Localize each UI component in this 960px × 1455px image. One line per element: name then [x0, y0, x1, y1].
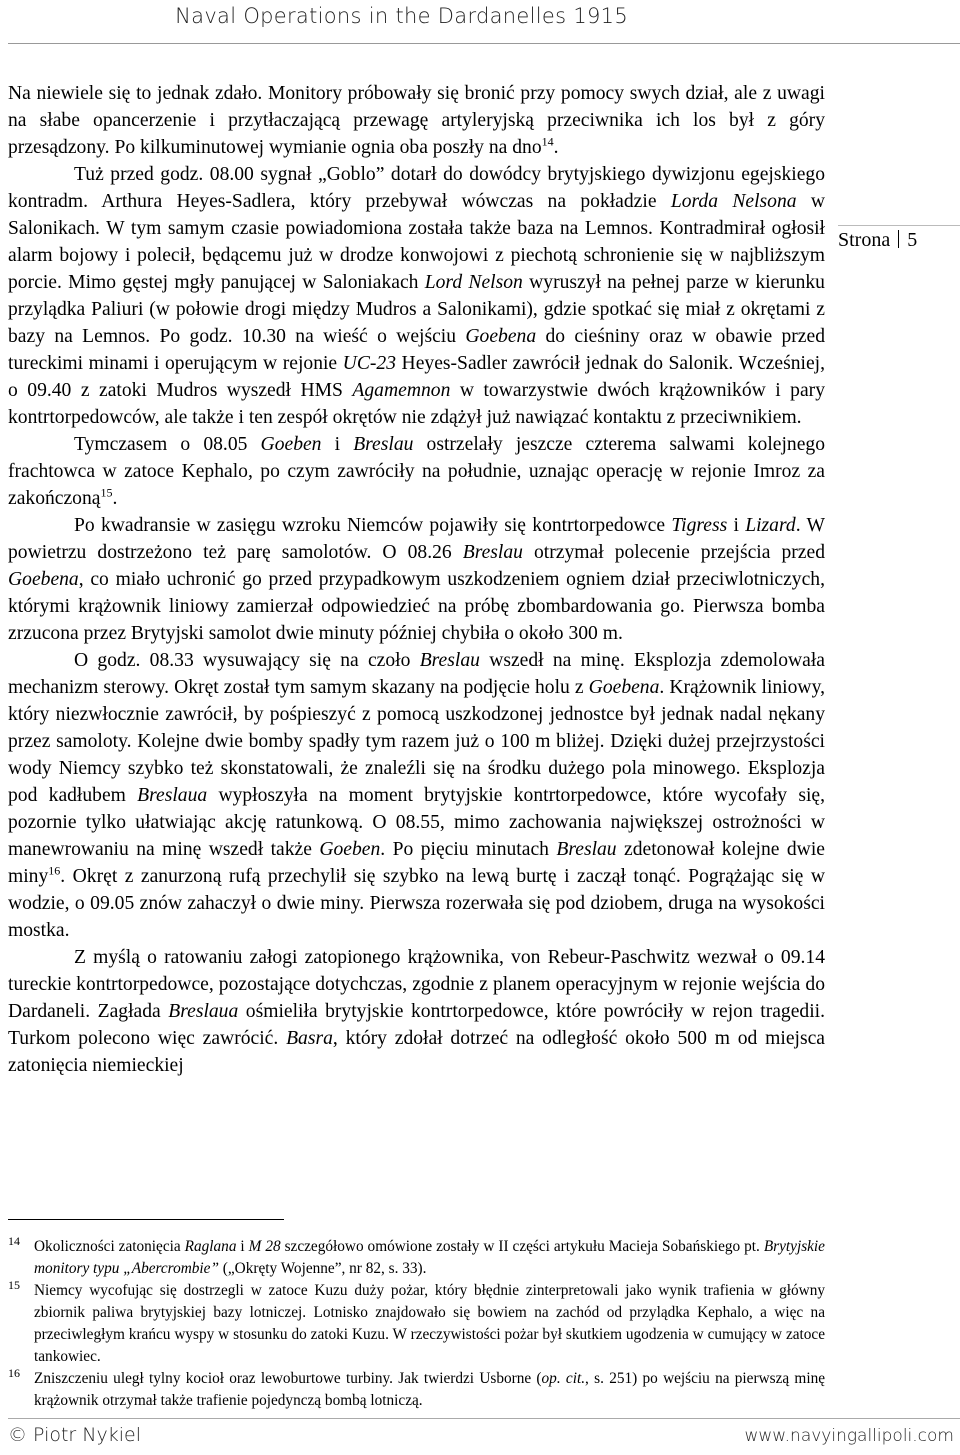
text-run: wyruszył na pełnej parze w kierunku przylądka Paliuri (w połowie drogi między Mudros a Salonikami), gdzie spotkać się miał z okrętami z bazy na Lemnos. Po godz. 10.30 na wieść o wejściu — [8, 272, 825, 347]
footnote-number: 14 — [8, 1234, 20, 1248]
text-run: Tuż przed godz. 08.00 sygnał „Goblo” dotarł do dowódcy brytyjskiego dywizjonu egejskiego kontradm. Arthura Heyes-Sadlera, który przebywał wówczas na pokładzie — [8, 164, 825, 212]
footer-website-link[interactable]: www.navyingallipoli.com — [744, 1426, 954, 1446]
italic-text: Goebena — [8, 569, 79, 590]
text-run: do cieśniny oraz w obawie przed tureckimi minami i operującym w rejonie — [8, 326, 825, 374]
running-header: Naval Operations in the Dardanelles 1915 — [175, 4, 628, 28]
paragraph-3 — [8, 431, 825, 512]
italic-text: Goeben — [260, 434, 322, 455]
page-number-label — [838, 225, 960, 252]
footer-author: © Piotr Nykiel — [8, 1424, 141, 1446]
article-body — [8, 80, 825, 1079]
text-run: w towarzystwie dwóch krążowników i pary kontrtorpedowców, ale także i ten zespół okrętów nie zdążył już nawiązać kontaktu z przeciwnikiem. — [8, 380, 825, 428]
text-run: . Po pięciu minutach — [380, 839, 557, 860]
italic-text: Breslau — [462, 542, 523, 563]
italic-text: UC-23 — [342, 353, 397, 374]
italic-text: Lord Nelson — [424, 272, 523, 293]
page-separator — [898, 230, 899, 248]
italic-text: Basra — [286, 1028, 333, 1049]
text-run: i — [236, 1238, 249, 1255]
italic-text: Goebena — [588, 677, 660, 698]
text-run: i — [727, 515, 746, 536]
paragraph-1 — [8, 80, 825, 161]
text-run: Z myślą o ratowaniu załogi zatopionego krążownika, von Rebeur-Paschwitz wezwał o 09.14 tureckie kontrtorpedowce, pozostające dotychczas, zgodnie z planem operacyjnym w rejonie wejścia do Dardaneli. Zagłada — [8, 947, 825, 1022]
italic-text: M 28 — [248, 1238, 281, 1255]
footnote-text — [34, 1238, 825, 1277]
footnote-text — [34, 1282, 825, 1365]
italic-text: Agamemnon — [352, 380, 451, 401]
footnote-text — [34, 1370, 825, 1409]
italic-text: Breslau — [556, 839, 617, 860]
text-run: . — [553, 137, 559, 158]
italic-text: Lizard — [745, 515, 796, 536]
text-run: , który zdołał dotrzeć na odległość około 500 m od miejsca zatonięcia niemieckiej — [8, 1028, 825, 1076]
italic-text: Goeben — [319, 839, 381, 860]
text-run: , s. 251) po wejściu na pierwszą minę krążownik otrzymał także trafienie pojedynczą bombą lotniczą. — [34, 1370, 826, 1409]
text-run: Heyes-Sadler zawrócił jednak do Salonik. Wcześniej, o 09.40 z zatoki Mudros wyszedł HMS — [8, 353, 825, 401]
italic-text: Raglana — [184, 1238, 237, 1255]
text-run: otrzymał polecenie przejścia przed — [522, 542, 825, 563]
paragraph-2 — [8, 161, 825, 431]
text-run: Tymczasem o 08.05 — [74, 434, 261, 455]
text-run: . W powietrzu dostrzeżono też parę samolotów. O 08.26 — [8, 515, 825, 563]
text-run: („Okręty Wojenne”, nr 82, s. 33). — [218, 1260, 427, 1277]
text-run: Niemcy wycofując się dostrzegli w zatoce Kuzu duży pożar, który błędnie zinterpretowali jako wynik trafienia w główny zbiornik paliwa brytyjskiej bazy lotniczej. Lotnisko znajdowało się bowiem na zachód od przylądka Kephalo, a więc na przeciwległym krańcu wyspy w stosunku do zatoki Kuzu. W rzeczywistości pożar był skutkiem ugodzenia w cumujący w zatoce tankowiec. — [34, 1282, 825, 1365]
text-run: wszedł na minę. Eksplozja zdemolowała mechanizm sterowy. Okręt został tym samym skazany na podjęcie holu z — [8, 650, 825, 698]
footnote-ref[interactable]: 15 — [100, 485, 113, 500]
text-run: w Salonikach. W tym samym czasie powiadomiona została także baza na Lemnos. Kontradmirał ogłosił alarm bojowy i polecił, będącemu już w drodze konwojowi z piechotą schronienie się w najbliższym porcie. Mimo gęstej mgły panującej w Saloniakach — [8, 191, 825, 293]
footnote-16 — [8, 1368, 825, 1412]
footnotes — [8, 1236, 825, 1412]
page-word: Strona — [838, 229, 891, 251]
text-run: . — [112, 488, 118, 509]
italic-text: Tigress — [671, 515, 728, 536]
text-run: ostrzelały jeszcze czterema salwami kolejnego frachtowca w zatoce Kephalo, po czym zawróciły na południe, uznając operację w rejonie Imroz za zakończoną — [8, 434, 826, 509]
italic-text: Brytyjskie monitory typu „Abercrombie” — [34, 1238, 825, 1277]
italic-text: Breslau — [353, 434, 414, 455]
text-run: Na niewiele się to jednak zdało. Monitory próbowały się bronić przy pomocy swych dział, ale z uwagi na słabe opancerzenie i przytłaczającą przewagę artyleryjską przeciwnika ich los był z góry przesądzony. Po kilkuminutowej wymianie ognia oba poszły na dno — [8, 83, 825, 158]
text-run: Zniszczeniu uległ tylny kocioł oraz lewoburtowe turbiny. Jak twierdzi Usborne ( — [34, 1370, 542, 1387]
page-number: 5 — [907, 229, 918, 251]
text-run: zdetonował kolejne dwie miny — [8, 839, 825, 887]
italic-text: Breslaua — [168, 1001, 239, 1022]
text-run: . Krążownik liniowy, który niezwłocznie zawrócił, by pośpieszyć z pomocą uszkodzonej jednostce był jednak nadal nękany przez samoloty. Kolejne dwie bomby spadły tym razem już o 100 m bliżej. Dzięki dużej przejrzystości wody Niemcy szybko też skonstatowali, że znaleźli się na środku dużego pola minowego. Eksplozja pod kadłubem — [8, 677, 826, 806]
text-run: , co miało uchronić go przed przypadkowym uszkodzeniem ogniem dział przeciwlotniczych, którymi krążownik liniowy zamierzał odpowiedzieć na próbę zbombardowania go. Pierwsza bomba zrzucona przez Brytyjski samolot dwie minuty później chybiła o około 300 m. — [8, 569, 825, 644]
footnote-15 — [8, 1280, 825, 1368]
text-run: ośmieliła brytyjskie kontrtorpedowce, które powróciły w rejon tragedii. Turkom polecono więc zawrócić. — [8, 1001, 825, 1049]
italic-text: Breslau — [419, 650, 480, 671]
footnote-number: 15 — [8, 1278, 20, 1292]
footnote-ref[interactable]: 14 — [541, 134, 554, 149]
paragraph-4 — [8, 512, 825, 647]
text-run: i — [321, 434, 354, 455]
paragraph-5 — [8, 647, 825, 944]
text-run: Okoliczności zatonięcia — [34, 1238, 185, 1255]
footnote-ref[interactable]: 16 — [48, 863, 61, 878]
header-rule — [8, 43, 960, 44]
footnote-separator — [8, 1219, 284, 1220]
italic-text: Lorda Nelsona — [670, 191, 797, 212]
text-run: Po kwadransie w zasięgu wzroku Niemców pojawiły się kontrtorpedowce — [74, 515, 672, 536]
italic-text: Goebena — [465, 326, 537, 347]
footnote-number: 16 — [8, 1366, 20, 1380]
text-run: szczegółowo omówione zostały w II części artykułu Macieja Sobańskiego pt. — [280, 1238, 764, 1255]
text-run: wypłoszyła na moment brytyjskie kontrtorpedowce, które wycofały się, pozornie tylko ułatwiając akcję ratunkową. O 08.55, mimo zachowania największej ostrożności w manewrowaniu na minę wszedł także — [8, 785, 825, 860]
text-run: O godz. 08.33 wysuwający się na czoło — [74, 650, 420, 671]
footnote-14 — [8, 1236, 825, 1280]
text-run: . Okręt z zanurzoną rufą przechylił się szybko na lewą burtę i zaczął tonąć. Pogrążając się w wodzie, o 09.05 znów zahaczył o dwie miny. Pierwsza rozerwała się pod dziobem, druga na wysokości mostka. — [8, 866, 825, 941]
paragraph-6 — [8, 944, 825, 1079]
italic-text: Breslaua — [137, 785, 208, 806]
italic-text: op. cit. — [541, 1370, 586, 1387]
footer-rule — [8, 1418, 960, 1419]
